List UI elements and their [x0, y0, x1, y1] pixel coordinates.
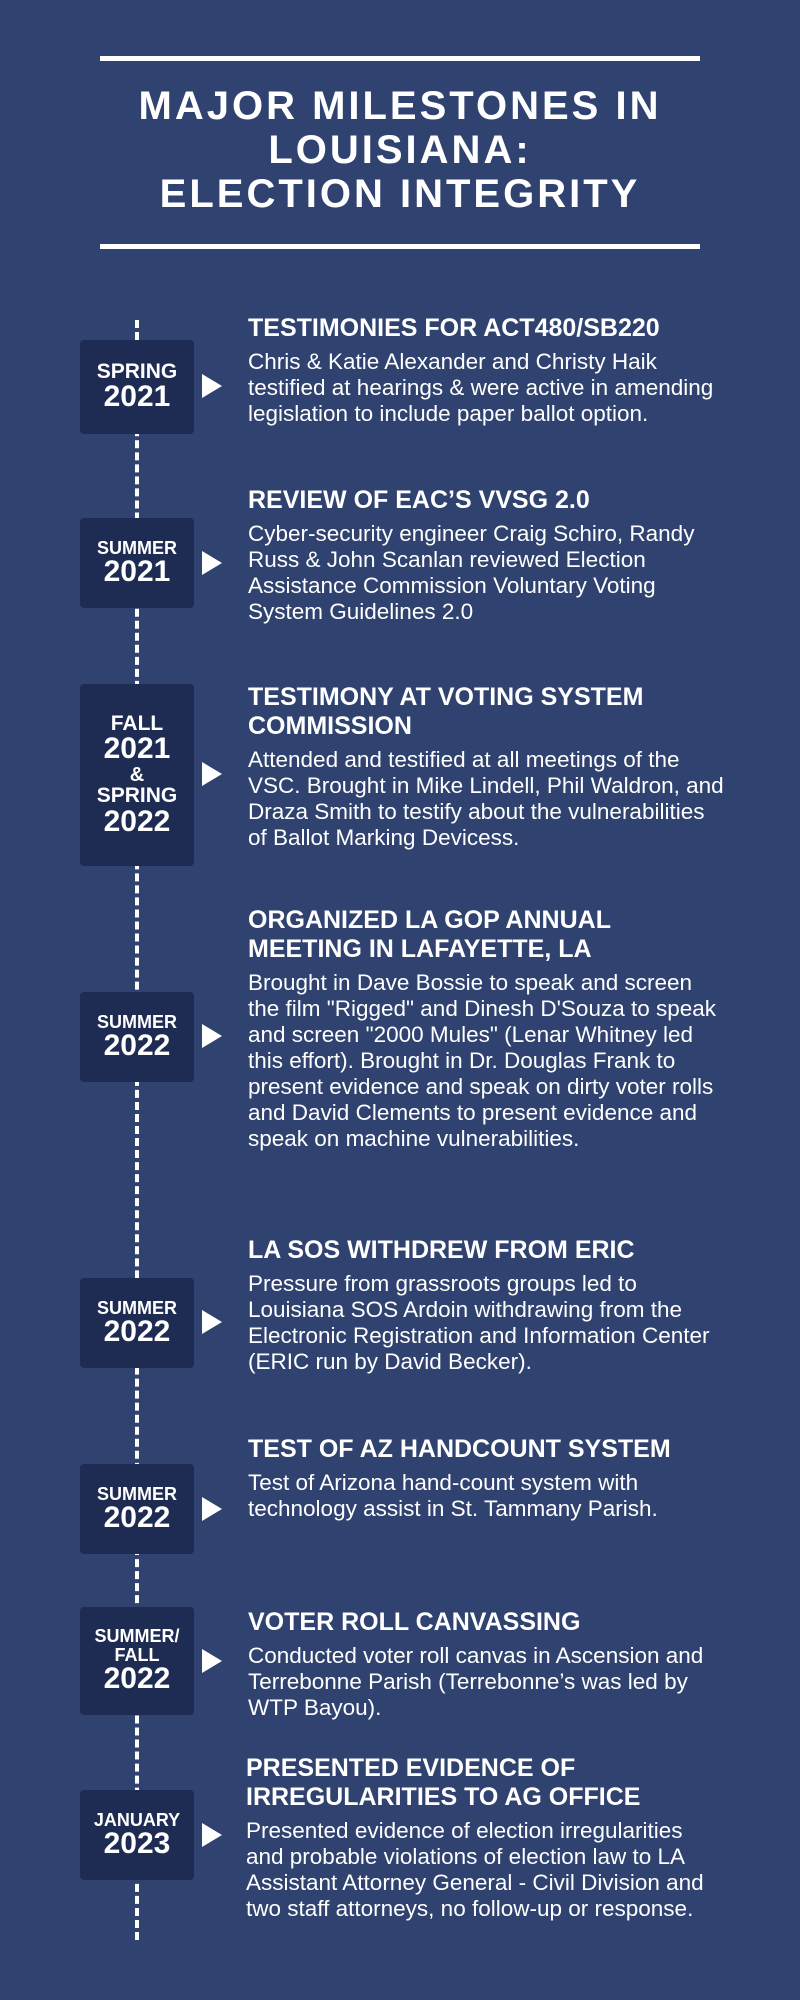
date-season: JANUARY	[93, 1809, 181, 1830]
title-line-3: ELECTION INTEGRITY	[159, 172, 641, 216]
arrow-right-icon	[202, 1649, 222, 1673]
milestone-body: Conducted voter roll canvas in Ascension and Terrebonne Parish (Terrebonne’s was led by WTP Bayou).	[248, 1643, 704, 1720]
milestone-entry	[248, 1236, 728, 1375]
milestone-entry	[248, 1608, 728, 1721]
milestone-heading: ORGANIZED LA GOP ANNUAL MEETING IN LAFAYETTE, LA	[248, 906, 611, 963]
milestone-heading: TESTIMONIES FOR ACT480/SB220	[248, 314, 660, 342]
milestone-entry	[246, 1754, 726, 1922]
milestone-heading: LA SOS WITHDREW FROM ERIC	[248, 1236, 635, 1264]
bottom-divider	[100, 244, 700, 249]
arrow-right-icon	[202, 762, 222, 786]
arrow-right-icon	[202, 1310, 222, 1334]
date-season: SUMMER	[97, 1011, 177, 1032]
date-badge-summer-2021	[80, 518, 194, 608]
milestone-body: Attended and testified at all meetings of the VSC. Brought in Mike Lindell, Phil Waldron, and Draza Smith to testify about the vulnerabilities of Ballot Marking Devicess.	[248, 747, 724, 850]
arrow-right-icon	[202, 1823, 222, 1847]
arrow-right-icon	[202, 1024, 222, 1048]
date-year: 2023	[103, 1826, 171, 1860]
milestone-entry	[248, 314, 728, 427]
milestone-body: Brought in Dave Bossie to speak and screen the film "Rigged" and Dinesh D'Souza to speak and screen "2000 Mules" (Lenar Whitney led this effort). Brought in Dr. Douglas Frank to present evidence and speak on dirty voter rolls and David Clements to present evidence and speak on machine vulnerabilities.	[248, 970, 717, 1151]
date-badge-summer-2022	[80, 1278, 194, 1368]
date-season: SPRING	[96, 784, 178, 808]
milestone-heading: TEST OF AZ HANDCOUNT SYSTEM	[248, 1435, 671, 1463]
date-year: 2021	[103, 732, 171, 766]
date-year: 2022	[103, 1500, 171, 1534]
date-season: SPRING	[96, 360, 178, 383]
milestone-heading: REVIEW OF EAC’S VVSG 2.0	[248, 486, 590, 514]
milestone-heading: TESTIMONY AT VOTING SYSTEM COMMISSION	[248, 683, 644, 740]
milestone-body: Presented evidence of election irregularities and probable violations of election law to LA Assistant Attorney General - Civil Division and two staff attorneys, no follow-up or response.	[246, 1818, 704, 1921]
arrow-right-icon	[202, 374, 222, 398]
date-year: 2022	[103, 1028, 171, 1062]
date-season: SUMMER	[97, 537, 177, 558]
page-title	[60, 84, 740, 216]
title-line-1: MAJOR MILESTONES IN	[138, 84, 662, 128]
date-badge-summer-fall-2022	[80, 1607, 194, 1715]
date-ampersand: &	[129, 763, 145, 786]
date-year: 2021	[103, 554, 171, 588]
milestone-body: Cyber-security engineer Craig Schiro, Randy Russ & John Scanlan reviewed Election Assistance Commission Voluntary Voting System Guidelines 2.0	[248, 521, 695, 624]
arrow-right-icon	[202, 551, 222, 575]
arrow-right-icon	[202, 1497, 222, 1521]
milestone-body: Chris & Katie Alexander and Christy Haik testified at hearings & were active in amending legislation to include paper ballot option.	[248, 349, 714, 426]
milestone-entry	[248, 1435, 728, 1522]
date-year: 2022	[103, 1662, 171, 1696]
milestone-heading: VOTER ROLL CANVASSING	[248, 1608, 581, 1636]
date-season: FALL	[110, 711, 164, 735]
milestone-entry	[248, 683, 728, 851]
milestone-entry	[248, 906, 728, 1152]
milestone-body: Pressure from grassroots groups led to Louisiana SOS Ardoin withdrawing from the Electronic Registration and Information Center (ERIC run by David Becker).	[248, 1271, 710, 1374]
date-year: 2022	[103, 1314, 171, 1348]
title-line-2: LOUISIANA:	[268, 128, 532, 172]
date-badge-fall-2021-spring-2022	[80, 684, 194, 866]
milestone-entry	[248, 486, 728, 625]
milestone-heading: PRESENTED EVIDENCE OF IRREGULARITIES TO AG OFFICE	[246, 1754, 641, 1811]
date-badge-january-2023	[80, 1790, 194, 1880]
date-badge-summer-2022	[80, 1464, 194, 1554]
date-year: 2022	[103, 804, 171, 838]
date-year: 2021	[103, 380, 171, 414]
date-season: SUMMER/	[94, 1626, 180, 1647]
date-season: SUMMER	[97, 1297, 177, 1318]
date-season-2: FALL	[114, 1644, 160, 1665]
date-badge-summer-2022	[80, 992, 194, 1082]
date-badge-spring-2021	[80, 340, 194, 434]
top-divider	[100, 56, 700, 61]
date-season: SUMMER	[97, 1483, 177, 1504]
milestone-body: Test of Arizona hand-count system with technology assist in St. Tammany Parish.	[248, 1470, 658, 1521]
